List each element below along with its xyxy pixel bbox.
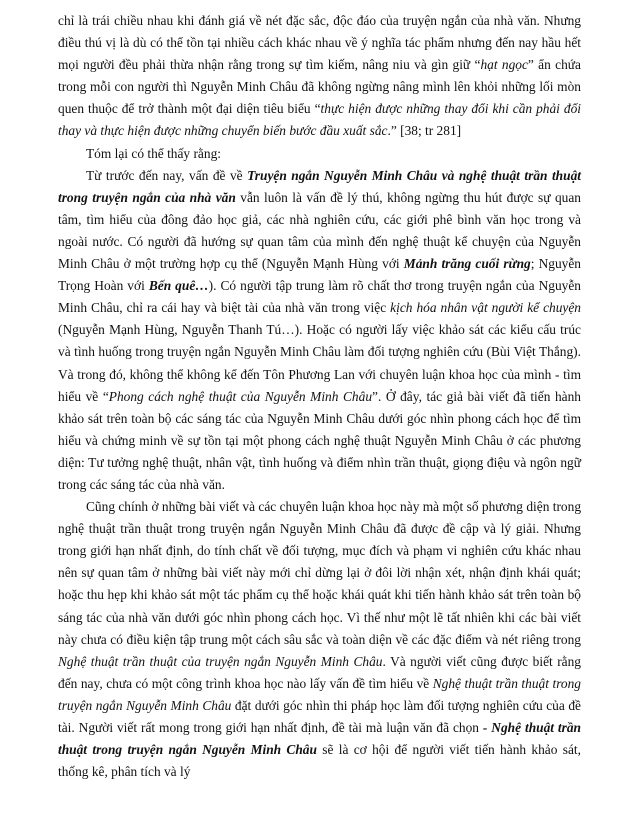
body-text: đặt dưới góc nhìn thi pháp học làm đối tượng nghiên cứu của đề tài. Người viết rất mong trong giới hạn nhất định, đề tài mà luận văn đã chọn [58,697,581,735]
italic-text: kịch hóa nhân vật người kể chuyện [390,300,582,316]
italic-text: hạt ngọc [480,57,528,73]
paragraph-2 [58,143,581,165]
body-text: .” [38; tr 281] [387,123,462,139]
body-text: ; Nguyễn Trọng Hoàn với [58,256,581,294]
italic-text: thực hiện được những thay đổi khi cần phải đổi thay và thực hiện được những chuyển biến bước đầu xuất sắc [58,101,581,139]
emphasized-title-text: Truyện ngắn Nguyễn Minh Châu và nghệ thuật trần thuật trong truyện ngắn của nhà văn [58,167,581,205]
emphasized-title-text: - Nghệ thuật trần thuật trong truyện ngắn Nguyễn Minh Châu [58,720,581,758]
body-text: Tóm lại có thể thấy rằng: [86,145,221,161]
body-text: Từ trước đến nay, vấn đề về [86,167,248,183]
emphasized-title-text: Bến quê… [148,278,209,294]
body-text: ” ẩn chứa trong mỗi con người thì Nguyễn Minh Châu đã không ngừng nâng mình lên khỏi những lối mòn quen thuộc để trở thành một đại diện tiêu biểu “ [58,57,581,117]
body-text: vẫn luôn là vấn đề lý thú, không ngừng thu hút được sự quan tâm, tìm hiểu của đông đảo học giả, các nhà nghiên cứu, các giới phê bình văn học trong và ngoài nước. Có người đã hướng sự quan tâm của mình đến nghệ thuật kể chuyện của Nguyễn Minh Châu ở một trường hợp cụ thể (Nguyễn Mạnh Hùng với [58,189,581,272]
body-text: (Nguyễn Mạnh Hùng, Nguyễn Thanh Tú…). Hoặc có người lấy việc khảo sát các kiểu cấu trúc và tình huống trong truyện ngắn Nguyễn Minh Châu làm đối tượng nghiên cứu (Bùi Việt Thắng). Và trong đó, không thể không kể đến Tôn Phương Lan với chuyên luận khoa học của mình - tìm hiểu về “ [58,322,581,404]
paragraph-4 [58,496,581,783]
paragraph-3 [58,165,581,496]
italic-text: Nghệ thuật trần thuật trong truyện ngắn Nguyễn Minh Châu [58,675,581,713]
italic-text: Phong cách nghệ thuật của Nguyễn Minh Châu [108,388,373,404]
body-text: sẽ là cơ hội để người viết tiến hành khảo sát, thống kê, phân tích và lý [58,742,581,780]
body-text: chỉ là trái chiều nhau khi đánh giá về nét đặc sắc, độc đáo của truyện ngắn của nhà văn. Nhưng điều thú vị là dù có thể tồn tại nhiều cách khác nhau về ý nghĩa tác phẩm nhưng đến nay hầu hết mọi người đều phải thừa nhận rằng trong sự tìm kiếm, nâng niu và gìn giữ “ [58,13,581,73]
body-text: ). Có người tập trung làm rõ chất thơ trong truyện ngắn của Nguyễn Minh Châu, chỉ ra cái hay và biệt tài của nhà văn trong việc [58,278,581,316]
paragraph-1 [58,10,581,143]
emphasized-title-text: Mảnh trăng cuối rừng [403,256,531,272]
body-text: Cũng chính ở những bài viết và các chuyên luận khoa học này mà một số phương diện trong nghệ thuật trần thuật trong truyện ngắn Nguyễn Minh Châu đã được đề cập và lý giải. Nhưng trong giới hạn nhất định, do tính chất về đối tượng, mục đích và phạm vi nghiên cứu khác nhau nên sự quan tâm ở những bài viết này mới chỉ dừng lại ở đôi lời nhận xét, nhận định khái quát; hoặc thu hẹp khi khảo sát một tác phẩm cụ thể hoặc khái quát khi tiến hành khảo sát trên toàn bộ sáng tác của nhà văn dưới góc nhìn phong cách học. Vì thế như một lẽ tất nhiên khi các bài viết này chưa có điều kiện tập trung một cách sâu sắc và toàn diện về các đặc điểm và nét riêng trong [58,499,582,647]
body-text: . Và người viết cũng được biết rằng đến nay, chưa có một công trình khoa học nào lấy vấn đề tìm hiểu về [58,653,582,691]
document-page [58,10,581,783]
body-text: ”. Ở đây, tác giả bài viết đã tiến hành khảo sát trên toàn bộ các sáng tác của Nguyễn Minh Châu dưới góc nhìn phong cách học để tìm hiểu và chứng minh về sự tồn tại một phong cách nghệ thuật Nguyễn Minh Châu ở các phương diện: Tư tưởng nghệ thuật, nhân vật, tình huống và điểm nhìn trần thuật, giọng điệu và ngôn ngữ trong các sáng tác của nhà văn. [58,388,581,492]
italic-text: Nghệ thuật trần thuật của truyện ngắn Nguyễn Minh Châu [58,653,383,669]
